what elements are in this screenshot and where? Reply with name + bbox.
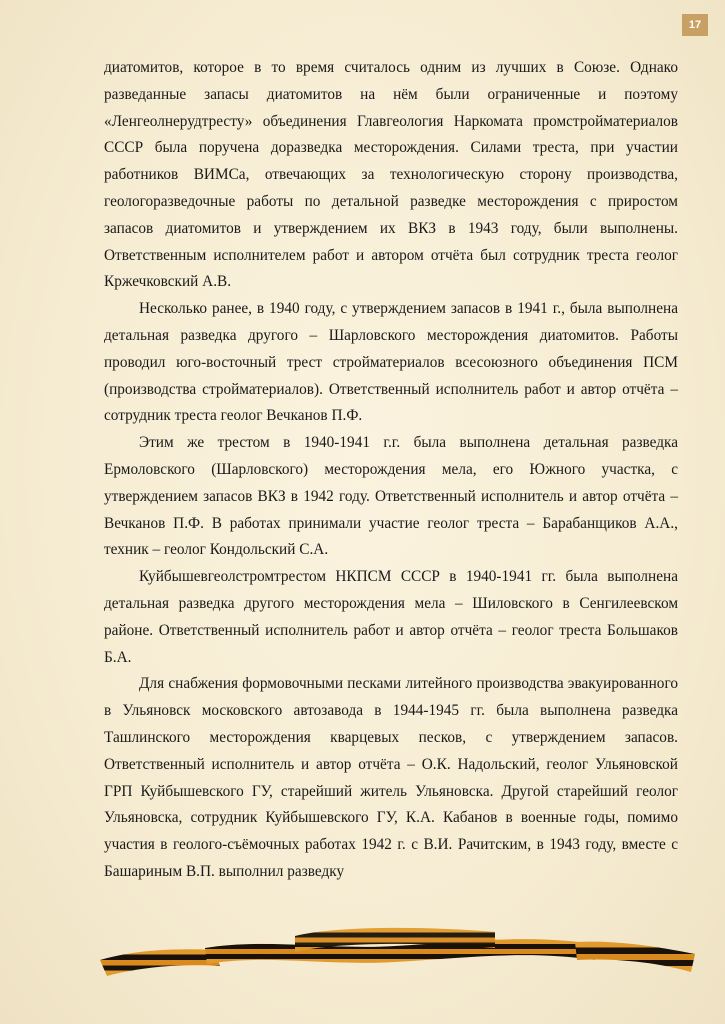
st-george-ribbon-icon bbox=[95, 920, 705, 980]
paragraph-1: диатомитов, которое в то время считалось одним из лучших в Союзе. Однако разведанные запасы диатомитов на нём были ограниченные и поэтому «Ленгеолнерудтресту» объединения Главгеология Наркомата промстройматериалов СССР была поручена доразведка месторождения. Силами треста, при участии работников ВИМСа, отвечающих за технологическую сторону производства, геологоразведочные работы по детальной разведке месторождения с приростом запасов диатомитов и утверждением их ВКЗ в 1943 году, были выполнены. Ответственным исполнителем работ и автором отчёта был сотрудник треста геолог Кржечковский А.В. bbox=[104, 59, 678, 291]
text-body bbox=[104, 55, 678, 886]
paragraph-4: Куйбышевгеолстромтрестом НКПСМ СССР в 1940-1941 гг. была выполнена детальная разведка другого месторождения мела – Шиловского в Сенгилеевском районе. Ответственный исполнитель работ и автор отчёта – геолог треста Большаков Б.А. bbox=[104, 568, 678, 666]
paragraph-2: Несколько ранее, в 1940 году, с утверждением запасов в 1941 г., была выполнена детальная разведка другого – Шарловского месторождения диатомитов. Работы проводил юго-восточный трест стройматериалов всесоюзного объединения ПСМ (производства стройматериалов). Ответственный исполнитель работ и автор отчёта – сотрудник треста геолог Вечканов П.Ф. bbox=[104, 300, 678, 425]
page-number-badge: 17 bbox=[682, 14, 708, 36]
paragraph-3: Этим же трестом в 1940-1941 г.г. была выполнена детальная разведка Ермоловского (Шарловского) месторождения мела, его Южного участка, с утверждением запасов ВКЗ в 1942 году. Ответственный исполнитель и автор отчёта – Вечканов П.Ф. В работах принимали участие геолог треста – Барабанщиков А.А., техник – геолог Кондольский С.А. bbox=[104, 434, 678, 559]
paragraph-5: Для снабжения формовочными песками литейного производства эвакуированного в Ульяновск московского автозавода в 1944-1945 гг. была выполнена разведка Ташлинского месторождения кварцевых песков, с утверждением запасов. Ответственный исполнитель и автор отчёта – О.К. Надольский, геолог Ульяновской ГРП Куйбышевского ГУ, старейший житель Ульяновска. Другой старейший геолог Ульяновска, сотрудник Куйбышевского ГУ, К.А. Кабанов в военные годы, помимо участия в геолого-съёмочных работах 1942 г. с В.И. Рачитским, в 1943 году, вместе с Башариным В.П. выполнил разведку bbox=[104, 675, 678, 880]
